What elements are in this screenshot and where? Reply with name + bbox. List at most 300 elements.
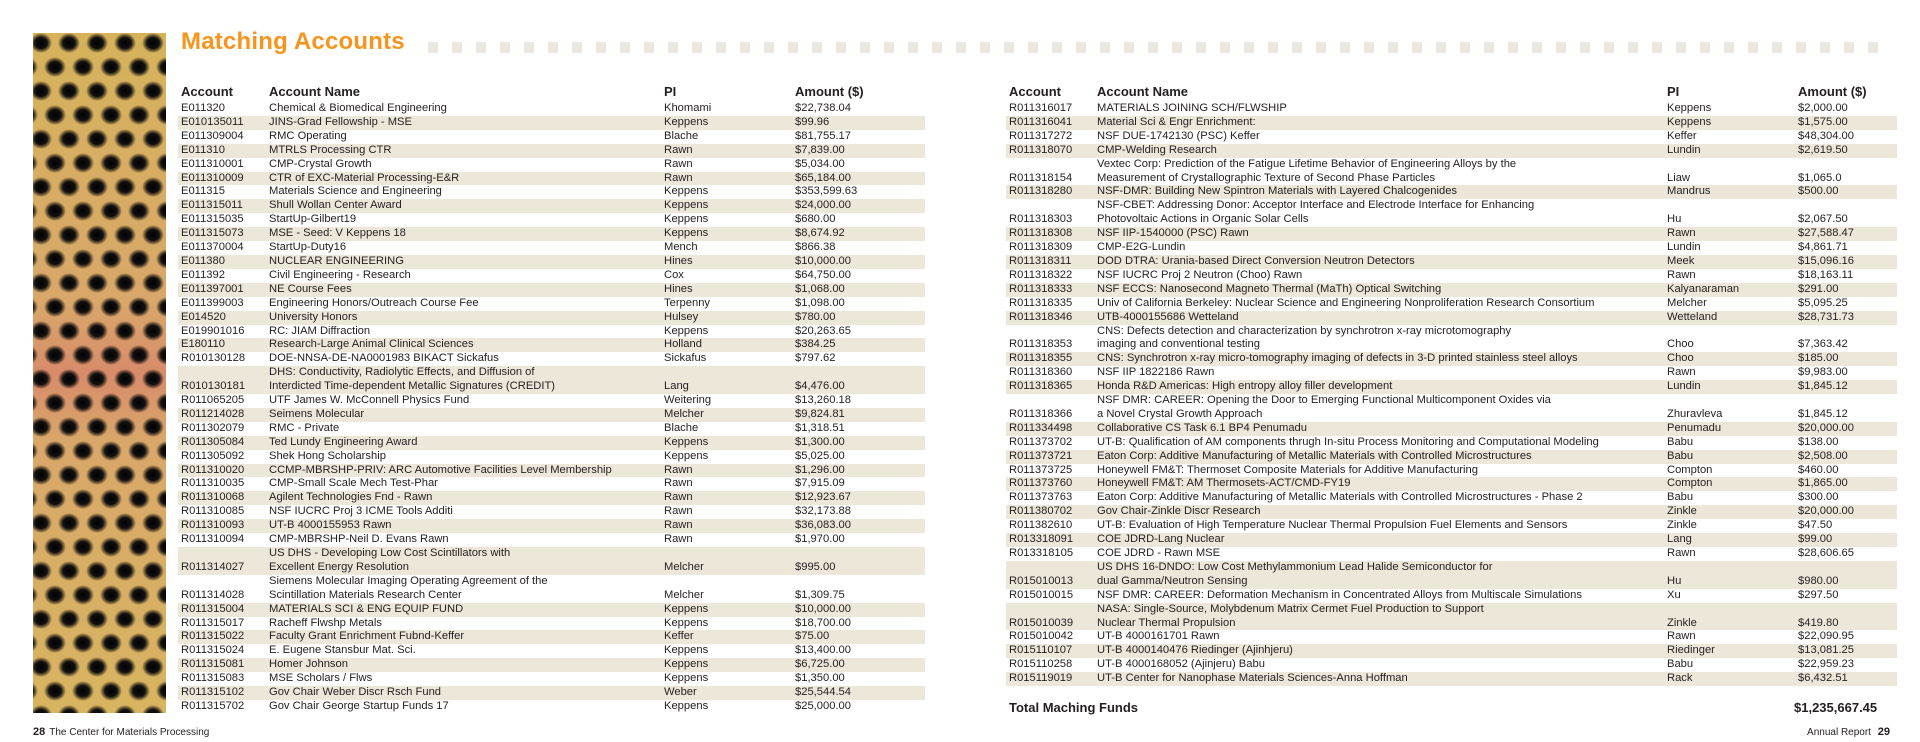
account-name-cell — [1094, 199, 1664, 227]
account-cell: R015119019 — [1006, 672, 1094, 686]
account-name-line: NE Course Fees — [269, 282, 352, 295]
pi-cell: Babu — [1667, 658, 1694, 671]
amount-cell: $460.00 — [1798, 463, 1839, 476]
amount-cell: $48,304.00 — [1798, 129, 1854, 142]
amount-cell: $4,476.00 — [792, 366, 925, 394]
amount-cell: $138.00 — [1798, 435, 1839, 448]
amount-cell: $18,163.11 — [1798, 268, 1854, 281]
amount-cell: $32,173.88 — [795, 505, 851, 518]
pi-cell: Keppens — [664, 185, 709, 198]
account-cell: R011318335 — [1009, 296, 1073, 309]
pi-cell: Lundin — [1667, 241, 1701, 254]
account-name-cell — [1094, 491, 1664, 505]
amount-cell: $99.00 — [1795, 533, 1897, 547]
pi-cell: Rawn — [664, 157, 693, 170]
account-name-line: StartUp-Gilbert19 — [269, 213, 357, 226]
table-row — [1006, 505, 1897, 519]
account-name-line: Gov Chair Weber Discr Rsch Fund — [269, 686, 442, 699]
account-cell: R011315102 — [178, 686, 266, 700]
account-name-cell — [1094, 352, 1664, 366]
account-name-cell — [1094, 505, 1664, 519]
pi-cell: Melcher — [661, 547, 792, 575]
table-row — [178, 547, 925, 575]
table-row — [1006, 366, 1897, 380]
pi-cell: Khomami — [664, 102, 712, 114]
account-name-line: StartUp-Duty16 — [269, 241, 347, 254]
table-row — [1006, 644, 1897, 658]
account-cell: E011392 — [181, 268, 225, 281]
table-row — [1006, 102, 1897, 116]
account-name-line: Honda R&D Americas: High entropy alloy filler development — [1097, 380, 1393, 393]
pi-cell: Keppens — [664, 616, 709, 629]
amount-cell: $297.50 — [1798, 588, 1839, 601]
table-row — [1006, 380, 1897, 394]
account-name-cell — [1094, 227, 1664, 241]
account-name-cell — [266, 102, 661, 116]
account-cell: R011315024 — [181, 644, 245, 657]
pi-cell: Blache — [664, 129, 699, 142]
pi-cell: Lang — [1664, 533, 1795, 547]
amount-cell: $7,915.09 — [795, 477, 845, 490]
account-name-line: NSF IUCRC Proj 3 ICME Tools Additi — [269, 505, 453, 518]
pi-cell: Keppens — [1664, 116, 1795, 130]
account-name-cell — [266, 450, 661, 464]
account-name-line: CNS: Synchrotron x-ray micro-tomography imaging of defects in 3-D printed stainless steel alloys — [1097, 352, 1578, 365]
table-row — [1006, 658, 1897, 672]
pi-cell: Keppens — [664, 449, 709, 462]
account-name-line: Shek Hong Scholarship — [269, 449, 386, 462]
pi-cell: Wetteland — [1664, 311, 1795, 325]
amount-cell: $25,000.00 — [795, 699, 851, 712]
account-name-cell — [266, 575, 661, 603]
account-cell: E011380 — [178, 255, 266, 269]
table-row — [178, 352, 925, 366]
account-cell: R011065205 — [181, 394, 245, 407]
account-name-cell — [266, 185, 661, 199]
amount-cell: $10,000.00 — [792, 603, 925, 617]
account-name-line: MTRLS Processing CTR — [269, 143, 392, 156]
account-cell: R011334498 — [1006, 422, 1094, 436]
table-row — [1006, 144, 1897, 158]
table-row — [178, 172, 925, 186]
amount-cell: $15,096.16 — [1795, 255, 1897, 269]
pi-cell: Keppens — [661, 227, 792, 241]
account-cell: E010135011 — [178, 116, 266, 130]
pi-cell: Keppens — [664, 213, 709, 226]
table-row — [1006, 547, 1897, 561]
pi-cell: Weber — [661, 686, 792, 700]
amount-cell: $64,750.00 — [795, 268, 851, 281]
account-cell: E019901016 — [181, 324, 245, 337]
account-name-line: JINS-Grad Fellowship - MSE — [269, 115, 412, 128]
amount-cell: $1,068.00 — [792, 283, 925, 297]
account-name-cell — [266, 686, 661, 700]
account-name-cell — [266, 172, 661, 186]
account-name-line: US DHS 16-DNDO: Low Cost Methylammonium Lead Halide Semiconductor for — [1097, 560, 1493, 573]
pi-cell: Hines — [661, 283, 792, 297]
pi-cell: Babu — [1664, 450, 1795, 464]
account-name-cell — [1094, 672, 1664, 686]
account-name-line: Research-Large Animal Clinical Sciences — [269, 338, 474, 351]
pi-cell: Compton — [1667, 463, 1713, 476]
page-number-right: 29 — [1877, 726, 1890, 738]
account-name-cell — [1094, 644, 1664, 658]
pi-cell: Xu — [1667, 588, 1681, 601]
amount-cell: $6,432.51 — [1795, 672, 1897, 686]
account-cell: R011380702 — [1006, 505, 1094, 519]
account-cell: R011310085 — [181, 505, 245, 518]
account-name-cell — [266, 366, 661, 394]
amount-cell: $28,731.73 — [1795, 311, 1897, 325]
account-cell: R011318280 — [1006, 185, 1094, 199]
account-name-line: imaging and conventional testing — [1097, 338, 1260, 351]
account-name-line: NSF DMR: CAREER: Deformation Mechanism in Concentrated Alloys from Multiscale Simulations — [1097, 588, 1582, 601]
account-name-cell — [1094, 297, 1664, 311]
pi-cell: Mandrus — [1664, 185, 1795, 199]
amount-cell: $7,839.00 — [792, 144, 925, 158]
account-cell: R013318091 — [1006, 533, 1094, 547]
pi-cell: Rawn — [661, 491, 792, 505]
amount-cell: $13,400.00 — [795, 644, 851, 657]
account-cell: R011310068 — [178, 491, 266, 505]
pi-cell: Babu — [1667, 435, 1694, 448]
amount-cell: $419.80 — [1795, 603, 1897, 631]
table-row — [178, 255, 925, 269]
pi-cell: Sickafus — [664, 352, 707, 365]
table-row — [1006, 603, 1897, 631]
table-row — [178, 450, 925, 464]
account-name-cell — [266, 477, 661, 491]
account-cell: E011309004 — [181, 129, 244, 142]
account-cell: R011310020 — [178, 464, 266, 478]
account-name-cell — [266, 158, 661, 172]
account-cell: E011310001 — [181, 157, 244, 170]
account-name-line: Interdicted Time-dependent Metallic Signatures (CREDIT) — [269, 380, 556, 393]
pi-cell: Meek — [1664, 255, 1795, 269]
amount-cell: $36,083.00 — [792, 519, 925, 533]
amount-cell: $2,000.00 — [1798, 102, 1848, 114]
account-name-line: RMC Operating — [269, 129, 347, 142]
account-name-cell — [266, 658, 661, 672]
account-name-cell — [1094, 185, 1664, 199]
amount-cell: $20,263.65 — [795, 324, 851, 337]
account-name-line: Chemical & Biomedical Engineering — [269, 102, 447, 114]
amount-cell: $185.00 — [1795, 352, 1897, 366]
account-name-line: Gov Chair George Startup Funds 17 — [269, 699, 449, 712]
account-cell: R010130181 — [178, 366, 266, 394]
account-name-line: NSF-DMR: Building New Spintron Materials with Layered Chalcogenides — [1097, 185, 1458, 198]
account-cell: R011318309 — [1009, 241, 1073, 254]
amount-cell: $2,067.50 — [1798, 213, 1848, 226]
account-name-line: COE JDRD-Lang Nuclear — [1097, 533, 1225, 546]
account-cell: R011318070 — [1006, 144, 1094, 158]
table-row — [178, 408, 925, 422]
account-name-cell — [266, 241, 661, 255]
table-row — [1006, 491, 1897, 505]
account-cell: R015110258 — [1009, 658, 1073, 671]
amount-cell: $1,845.12 — [1798, 407, 1848, 420]
pi-cell: Compton — [1664, 477, 1795, 491]
amount-cell: $25,544.54 — [792, 686, 925, 700]
table-row — [178, 672, 925, 686]
table-row — [1006, 589, 1897, 603]
account-name-line: University Honors — [269, 310, 358, 323]
pi-cell: Hu — [1664, 561, 1795, 589]
amount-cell: $995.00 — [792, 547, 925, 575]
pi-cell: Rawn — [1667, 268, 1696, 281]
account-name-cell — [266, 533, 661, 547]
account-name-line: Seimens Molecular — [269, 407, 365, 420]
account-name-line: Scintillation Materials Research Center — [269, 588, 462, 601]
header-account-name: Account Name — [269, 84, 361, 99]
account-cell: E011397001 — [178, 283, 266, 297]
table-row — [1006, 464, 1897, 478]
amount-cell: $47.50 — [1798, 519, 1833, 532]
account-name-cell — [266, 672, 661, 686]
table-row — [178, 116, 925, 130]
amount-cell: $65,184.00 — [792, 172, 925, 186]
account-name-cell — [266, 283, 661, 297]
pi-cell: Rack — [1664, 672, 1795, 686]
account-name-line: US DHS - Developing Low Cost Scintillators with — [269, 547, 511, 559]
amount-cell: $18,700.00 — [795, 616, 851, 629]
table-row — [178, 617, 925, 631]
account-name-line: Homer Johnson — [269, 658, 348, 671]
table-row — [1006, 116, 1897, 130]
amount-cell: $797.62 — [795, 352, 836, 365]
account-name-cell — [1094, 630, 1664, 644]
account-name-cell — [266, 519, 661, 533]
pi-cell: Rawn — [661, 144, 792, 158]
account-name-cell — [1094, 283, 1664, 297]
account-name-line: CMP-Small Scale Mech Test-Phar — [269, 477, 438, 490]
amount-cell: $1,300.00 — [792, 436, 925, 450]
account-name-cell — [1094, 241, 1664, 255]
pi-cell: Keffer — [1667, 129, 1697, 142]
account-name-line: Univ of California Berkeley: Nuclear Science and Engineering Nonproliferation Research Consortium — [1097, 296, 1595, 309]
amount-cell: $13,260.18 — [795, 394, 851, 407]
account-cell: E011315073 — [178, 227, 266, 241]
account-name-line: MSE - Seed: V Keppens 18 — [269, 227, 406, 240]
pi-cell: Liaw — [1667, 171, 1691, 184]
amount-cell: $4,861.71 — [1798, 241, 1848, 254]
amount-cell: $22,959.23 — [1798, 658, 1854, 671]
account-name-line: NUCLEAR ENGINEERING — [269, 254, 404, 267]
account-name-line: COE JDRD - Rawn MSE — [1097, 547, 1221, 559]
page-number-left: 28 — [33, 726, 46, 738]
table-row — [1006, 311, 1897, 325]
table-row — [1006, 630, 1897, 644]
account-name-cell — [1094, 380, 1664, 394]
pi-cell: Lundin — [1664, 380, 1795, 394]
account-cell: R011315081 — [178, 658, 266, 672]
pi-cell: Hulsey — [661, 311, 792, 325]
pi-cell: Melcher — [664, 588, 704, 601]
amount-cell: $22,738.04 — [795, 102, 851, 114]
account-cell: R011315022 — [178, 630, 266, 644]
header-account: Account — [181, 84, 233, 99]
account-name-line: E. Eugene Stansbur Mat. Sci. — [269, 644, 416, 657]
table-row — [1006, 185, 1897, 199]
account-cell: R011318360 — [1009, 366, 1073, 379]
pi-cell: Keppens — [661, 199, 792, 213]
account-name-line: Eaton Corp: Additive Manufacturing of Metallic Materials with Controlled Microstructures — [1097, 449, 1532, 462]
pi-cell: Rawn — [661, 519, 792, 533]
amount-cell: $20,000.00 — [1795, 422, 1897, 436]
pi-cell: Keppens — [664, 672, 709, 685]
account-cell: R011318311 — [1006, 255, 1094, 269]
amount-cell: $7,363.42 — [1798, 338, 1848, 351]
amount-cell: $291.00 — [1795, 283, 1897, 297]
account-cell: R011318333 — [1006, 283, 1094, 297]
account-cell: E011320 — [181, 102, 225, 114]
table-row — [1006, 352, 1897, 366]
account-name-cell — [266, 144, 661, 158]
account-name-cell — [1094, 422, 1664, 436]
amount-cell: $1,845.12 — [1795, 380, 1897, 394]
account-name-line: Excellent Energy Resolution — [269, 560, 409, 573]
amount-cell: $99.96 — [792, 116, 925, 130]
account-name-cell — [1094, 436, 1664, 450]
header-pi: PI — [664, 84, 677, 99]
pi-cell: Keppens — [664, 644, 709, 657]
account-name-line: MATERIALS JOINING SCH/FLWSHIP — [1097, 102, 1287, 114]
account-name-line: NASA: Single-Source, Molybdenum Matrix Cermet Fuel Production to Support — [1097, 602, 1484, 615]
account-name-line: UT-B: Qualification of AM components thrugh In-situ Process Monitoring and Computational Modeling — [1097, 435, 1599, 448]
table-row — [178, 338, 925, 352]
account-cell: R011302079 — [181, 421, 245, 434]
table-row — [1006, 283, 1897, 297]
account-name-line: DOD DTRA: Urania-based Direct Conversion Neutron Detectors — [1097, 254, 1415, 267]
table-row — [1006, 325, 1897, 353]
pi-cell: Keppens — [661, 658, 792, 672]
amount-cell: $13,081.25 — [1795, 644, 1897, 658]
pi-cell: Zinkle — [1664, 603, 1795, 631]
account-cell: R011310094 — [181, 533, 245, 546]
account-name-cell — [266, 603, 661, 617]
account-cell: E011399003 — [181, 296, 244, 309]
table-row — [1006, 255, 1897, 269]
amount-cell: $1,309.75 — [795, 588, 845, 601]
account-cell: R011316041 — [1006, 116, 1094, 130]
account-name-cell — [266, 464, 661, 478]
pi-cell: Zinkle — [1667, 519, 1697, 532]
account-name-line: Materials Science and Engineering — [269, 185, 442, 198]
account-cell: R011318322 — [1009, 268, 1073, 281]
header-account: Account — [1009, 84, 1061, 99]
total-label: Total Maching Funds — [1009, 700, 1139, 715]
page-title: Matching Accounts — [181, 28, 405, 55]
account-name-line: NSF DUE-1742130 (PSC) Keffer — [1097, 129, 1260, 142]
account-name-cell — [266, 630, 661, 644]
header-amount: Amount ($) — [1798, 84, 1867, 99]
account-cell: R015010013 — [1006, 561, 1094, 589]
pi-cell: Keppens — [661, 116, 792, 130]
account-name-cell — [266, 116, 661, 130]
amount-cell: $9,983.00 — [1798, 366, 1848, 379]
amount-cell: $12,923.67 — [792, 491, 925, 505]
account-name-cell — [1094, 325, 1664, 353]
account-cell: E011315035 — [181, 213, 244, 226]
account-cell: R011373763 — [1009, 491, 1073, 504]
account-name-line: UT-B 4000155953 Rawn — [269, 519, 392, 532]
account-name-line: Nuclear Thermal Propulsion — [1097, 616, 1236, 629]
pi-cell: Rawn — [664, 477, 693, 490]
table-row — [1006, 561, 1897, 589]
account-name-cell — [266, 547, 661, 575]
account-name-cell — [266, 700, 661, 714]
header-amount: Amount ($) — [795, 84, 864, 99]
amount-cell: $1,296.00 — [792, 464, 925, 478]
account-name-line: Engineering Honors/Outreach Course Fee — [269, 296, 479, 309]
account-name-cell — [1094, 658, 1664, 672]
account-name-cell — [1094, 130, 1664, 144]
account-cell: R011373725 — [1009, 463, 1073, 476]
account-name-cell — [266, 394, 661, 408]
account-cell: E014520 — [178, 311, 266, 325]
pi-cell: Rawn — [664, 505, 693, 518]
pi-cell: Keffer — [661, 630, 792, 644]
account-name-cell — [266, 311, 661, 325]
header-pi: PI — [1667, 84, 1680, 99]
account-name-line: NSF IIP 1822186 Rawn — [1097, 366, 1215, 379]
table-row — [178, 185, 925, 199]
account-name-line: Eaton Corp: Additive Manufacturing of Metallic Materials with Controlled Microstructures - Phase 2 — [1097, 491, 1583, 504]
account-cell: R011305084 — [178, 436, 266, 450]
table-row — [178, 700, 925, 714]
account-name-line: Shull Wollan Center Award — [269, 199, 402, 212]
table-header-row — [1006, 79, 1897, 102]
account-name-cell — [266, 505, 661, 519]
account-cell: R011315004 — [178, 603, 266, 617]
account-name-cell — [1094, 477, 1664, 491]
right-accounts-table — [1006, 79, 1897, 686]
account-name-line: Civil Engineering - Research — [269, 268, 411, 281]
account-name-line: DOE-NNSA-DE-NA0001983 BIKACT Sickafus — [269, 352, 499, 365]
account-name-line: UT-B Center for Nanophase Materials Sciences-Anna Hoffman — [1097, 672, 1408, 685]
pi-cell: Riedinger — [1664, 644, 1795, 658]
account-name-line: NSF ECCS: Nanosecond Magneto Thermal (MaTh) Optical Switching — [1097, 282, 1442, 295]
amount-cell: $680.00 — [795, 213, 836, 226]
pi-cell: Penumadu — [1664, 422, 1795, 436]
title-dot-rule — [428, 42, 1890, 54]
table-row — [178, 533, 925, 547]
account-name-line: NSF IIP-1540000 (PSC) Rawn — [1097, 227, 1249, 240]
account-name-line: Agilent Technologies Fnd - Rawn — [269, 491, 433, 504]
table-row — [178, 630, 925, 644]
table-row — [1006, 477, 1897, 491]
account-name-cell — [266, 255, 661, 269]
table-row — [1006, 672, 1897, 686]
account-name-line: UT-B 4000140476 Riedinger (Ajinhjeru) — [1097, 644, 1293, 657]
account-cell: E011315011 — [178, 199, 266, 213]
pi-cell: Rawn — [1667, 547, 1696, 559]
account-name-line: MSE Scholars / Flws — [269, 672, 373, 685]
account-name-line: Honeywell FM&T: Thermoset Composite Materials for Additive Manufacturing — [1097, 463, 1478, 476]
amount-cell: $6,725.00 — [792, 658, 925, 672]
account-name-cell — [1094, 603, 1664, 631]
account-name-line: dual Gamma/Neutron Sensing — [1097, 574, 1248, 587]
table-row — [178, 241, 925, 255]
amount-cell: $75.00 — [792, 630, 925, 644]
account-name-cell — [266, 617, 661, 631]
account-cell: R011315702 — [181, 699, 245, 712]
account-name-cell — [1094, 144, 1664, 158]
account-name-cell — [266, 338, 661, 352]
pi-cell: Keppens — [664, 324, 709, 337]
table-row — [178, 603, 925, 617]
account-name-line: NSF DMR: CAREER: Opening the Door to Emerging Functional Multicomponent Oxides via — [1097, 394, 1551, 407]
